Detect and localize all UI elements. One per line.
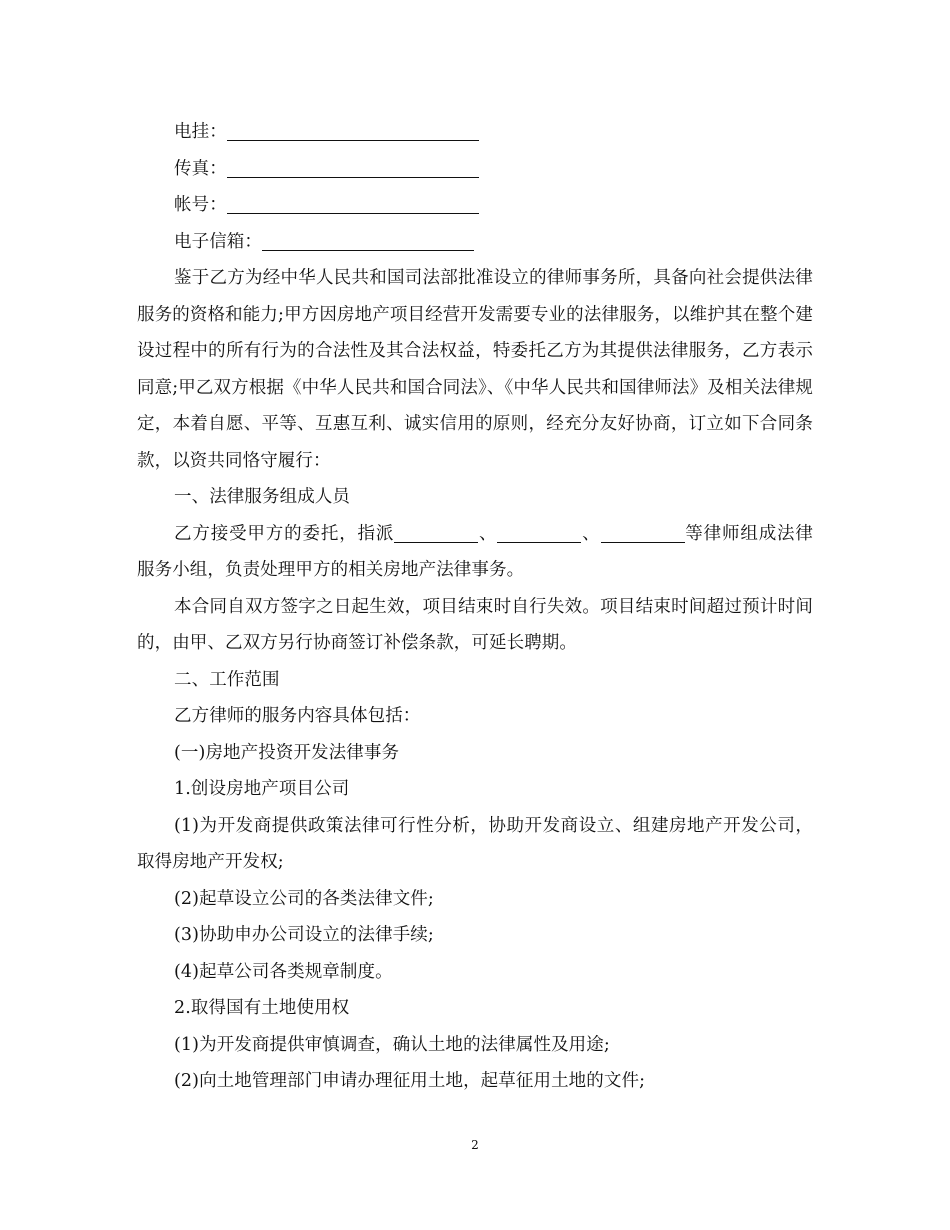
item-heading: 2.取得国有土地使用权 xyxy=(174,998,350,1018)
list-item: (2)向土地管理部门申请办理征用土地，起草征用土地的文件; xyxy=(174,1071,646,1091)
item-heading: 1.创设房地产项目公司 xyxy=(174,779,350,799)
list-item: (1)为开发商提供审慎调查，确认土地的法律属性及用途; xyxy=(174,1034,610,1055)
blank-line xyxy=(227,159,479,178)
field-email xyxy=(137,224,813,261)
section-heading: 二、工作范围 xyxy=(174,669,280,690)
paragraph: 乙方律师的服务内容具体包括： xyxy=(174,706,421,726)
intro-paragraph: 鉴于乙方为经中华人民共和国司法部批准设立的律师事务所，具备向社会提供法律服务的资格和能力;甲方因房地产项目经营开发需要专业的法律服务，以维护其在整个建设过程中的所有行为的合法性及其合法权益，特委托乙方为其提供法律服务，乙方表示同意;甲乙双方根据《中华人民共和国合同法》、《中华人民共和国律师法》及相关法律规定，本着自愿、平等、互惠互利、诚实信用的原则，经充分友好协商，订立如下合同条款，以资共同恪守履行： xyxy=(137,268,813,471)
blank-line xyxy=(394,524,478,543)
blank-line xyxy=(227,195,479,214)
blank-line xyxy=(262,232,474,251)
document-body xyxy=(137,114,813,1100)
text-fragment: 等律师组成法律服务小组，负责处理甲方的相关房地产法律事务。 xyxy=(137,523,814,580)
section-heading: 一、法律服务组成人员 xyxy=(174,487,350,507)
blank-line xyxy=(601,524,685,543)
field-label: 传真： xyxy=(174,158,227,179)
subsection-heading: (一)房地产投资开发法律事务 xyxy=(174,742,400,763)
list-item: (4)起草公司各类规章制度。 xyxy=(174,961,393,982)
page-number: 2 xyxy=(471,1138,479,1152)
field-fax xyxy=(137,151,813,188)
personnel-paragraph xyxy=(137,516,813,589)
text-fragment: 、 xyxy=(478,523,498,544)
blank-line xyxy=(227,122,479,141)
blank-line xyxy=(497,524,581,543)
field-label: 电挂： xyxy=(174,122,227,142)
list-item: (1)为开发商提供政策法律可行性分析，协助开发商设立、组建房地产开发公司，取得房地产开发权; xyxy=(137,815,813,872)
text-fragment: 、 xyxy=(581,523,601,544)
text-fragment: 乙方接受甲方的委托，指派 xyxy=(174,523,395,544)
field-account xyxy=(137,187,813,224)
list-item: (2)起草设立公司的各类法律文件; xyxy=(174,888,434,909)
list-item: (3)协助申办公司设立的法律手续; xyxy=(174,925,434,945)
field-label: 帐号： xyxy=(174,195,227,215)
field-telegraph xyxy=(137,114,813,151)
validity-paragraph: 本合同自双方签字之日起生效，项目结束时自行失效。项目结束时间超过预计时间的，由甲、乙双方另行协商签订补偿条款，可延长聘期。 xyxy=(137,596,813,653)
field-label: 电子信箱： xyxy=(174,231,262,252)
